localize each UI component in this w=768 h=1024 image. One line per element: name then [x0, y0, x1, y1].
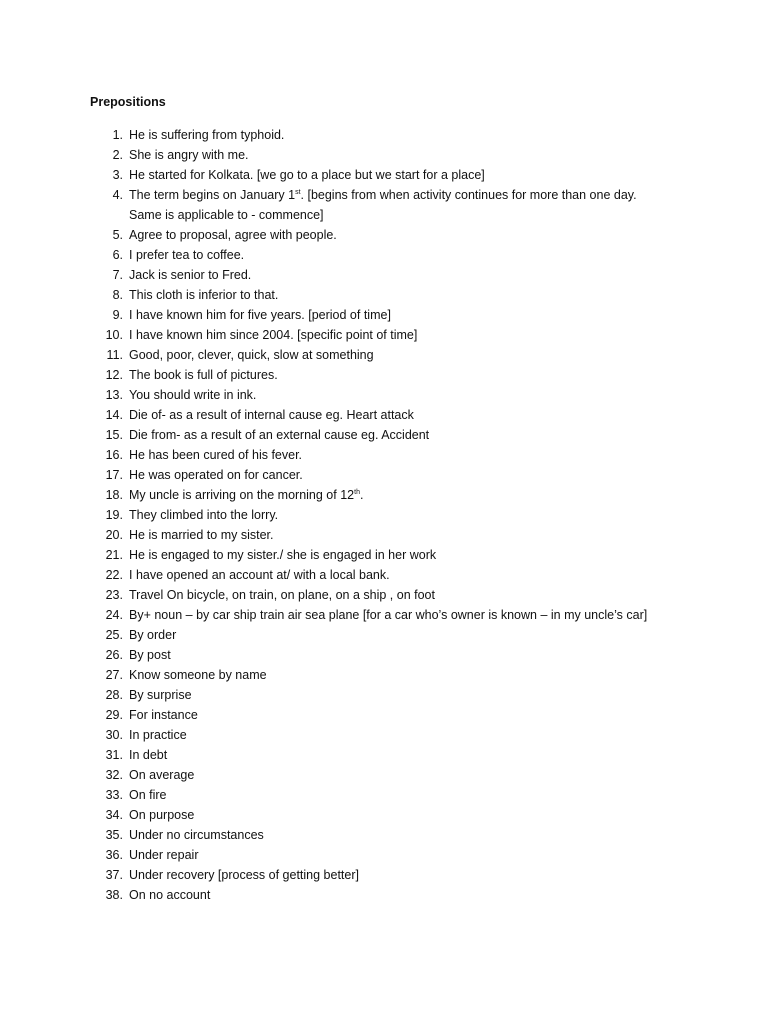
list-item-number: 32. [105, 768, 123, 782]
list-item-text: Good, poor, clever, quick, slow at something [129, 348, 374, 362]
list-item [0, 545, 768, 565]
list-item [0, 485, 768, 505]
list-item [0, 505, 768, 525]
list-item [0, 785, 768, 805]
list-item-number: 23. [105, 588, 123, 602]
list-item-text: In practice [129, 728, 187, 742]
list-item-text: He is engaged to my sister./ she is engaged in her work [129, 548, 437, 562]
list-item [0, 245, 768, 265]
list-item-number: 3. [112, 168, 123, 182]
list-item-number: 13. [105, 388, 123, 402]
list-item-number: 36. [105, 848, 123, 862]
list-item-number: 17. [105, 468, 123, 482]
list-item-number: 31. [105, 748, 123, 762]
superscript-suffix: th [354, 489, 360, 496]
list-item [0, 185, 768, 225]
list-item-text: This cloth is inferior to that. [129, 288, 279, 302]
list-item-text: They climbed into the lorry. [129, 508, 279, 522]
list-item-number: 34. [105, 808, 123, 822]
list-item-text: I have known him for five years. [period of time] [129, 308, 391, 322]
list-item [0, 685, 768, 705]
list-item-text: Travel On bicycle, on train, on plane, on a ship , on foot [129, 588, 435, 602]
list-item-number: 16. [105, 448, 123, 462]
list-item-text: She is angry with me. [129, 148, 249, 162]
list-item-text: In debt [129, 748, 168, 762]
list-item-number: 28. [105, 688, 123, 702]
list-item-number: 14. [105, 408, 123, 422]
list-item-text-part: . [359, 488, 364, 502]
list-item-number: 29. [105, 708, 123, 722]
list-item-text: The book is full of pictures. [129, 368, 278, 382]
list-item-number: 9. [112, 308, 123, 322]
list-item [0, 305, 768, 325]
list-item-text: I have known him since 2004. [specific point of time] [129, 328, 418, 342]
list-item-text: On average [129, 768, 195, 782]
list-item-text: Know someone by name [129, 668, 267, 682]
list-item-number: 7. [112, 268, 123, 282]
list-item [0, 445, 768, 465]
list-item [0, 285, 768, 305]
list-item-text: By surprise [129, 688, 192, 702]
list-item-number: 33. [105, 788, 123, 802]
list-item-number: 19. [105, 508, 123, 522]
list-item [0, 865, 768, 885]
list-item-number: 5. [112, 228, 123, 242]
list-item-number: 27. [105, 668, 123, 682]
list-item-text: Jack is senior to Fred. [129, 268, 252, 282]
page-title: Prepositions [90, 95, 166, 109]
list-item-number: 10. [105, 328, 123, 342]
list-item [0, 625, 768, 645]
list-item [0, 665, 768, 685]
list-item [0, 745, 768, 765]
list-item [0, 125, 768, 145]
list-item [0, 145, 768, 165]
numbered-list [0, 125, 768, 905]
superscript-suffix: st [295, 189, 301, 196]
list-item [0, 405, 768, 425]
list-item-text: You should write in ink. [129, 388, 257, 402]
list-item-number: 26. [105, 648, 123, 662]
list-item [0, 225, 768, 245]
list-item-text-part: . [begins from when activity continues for more than one day. Same is applicable to - commence] [129, 188, 637, 222]
list-item-number: 18. [105, 488, 123, 502]
list-item-number: 20. [105, 528, 123, 542]
list-item [0, 765, 768, 785]
list-item [0, 365, 768, 385]
list-item-text: By post [129, 648, 171, 662]
list-item-text: I have opened an account at/ with a local bank. [129, 568, 390, 582]
list-item-number: 38. [105, 888, 123, 902]
list-item-text: For instance [129, 708, 198, 722]
list-item-text: Under no circumstances [129, 828, 264, 842]
list-item [0, 725, 768, 745]
list-item-number: 37. [105, 868, 123, 882]
list-item [0, 705, 768, 725]
list-item-number: 8. [112, 288, 123, 302]
list-item-text: Under repair [129, 848, 199, 862]
list-item [0, 645, 768, 665]
list-item-text: He has been cured of his fever. [129, 448, 303, 462]
list-item-number: 4. [112, 188, 123, 202]
list-item-text [129, 185, 669, 225]
list-item-number: 35. [105, 828, 123, 842]
list-item-number: 2. [112, 148, 123, 162]
list-item [0, 845, 768, 865]
list-item-number: 1. [112, 128, 123, 142]
list-item-text: Die from- as a result of an external cause eg. Accident [129, 428, 430, 442]
list-item [0, 165, 768, 185]
list-item-text: He is married to my sister. [129, 528, 274, 542]
list-item [0, 885, 768, 905]
list-item [0, 265, 768, 285]
list-item [0, 805, 768, 825]
list-item-number: 21. [105, 548, 123, 562]
list-item-text: By+ noun – by car ship train air sea plane [for a car who’s owner is known – in my uncle’s car] [129, 608, 648, 622]
list-item-text: Agree to proposal, agree with people. [129, 228, 337, 242]
list-item-text: On no account [129, 888, 211, 902]
list-item-number: 11. [106, 348, 123, 362]
list-item-number: 25. [105, 628, 123, 642]
list-item-number: 15. [105, 428, 123, 442]
list-item [0, 425, 768, 445]
list-item-text: He is suffering from typhoid. [129, 128, 285, 142]
list-item [0, 465, 768, 485]
list-item-text: He was operated on for cancer. [129, 468, 303, 482]
list-item-number: 22. [105, 568, 123, 582]
list-item-number: 6. [112, 248, 123, 262]
list-item-text: On fire [129, 788, 167, 802]
list-item [0, 605, 768, 625]
list-item [0, 345, 768, 365]
list-item-text: On purpose [129, 808, 195, 822]
list-item-number: 24. [105, 608, 123, 622]
list-item-text: He started for Kolkata. [we go to a place but we start for a place] [129, 168, 485, 182]
list-item-text: I prefer tea to coffee. [129, 248, 245, 262]
list-item-number: 30. [105, 728, 123, 742]
list-item [0, 585, 768, 605]
list-item [0, 385, 768, 405]
list-item-number: 12. [105, 368, 123, 382]
list-item-text-part: The term begins on January 1 [129, 188, 296, 202]
list-item-text: By order [129, 628, 177, 642]
list-item [0, 525, 768, 545]
list-item [0, 325, 768, 345]
list-item-text [129, 485, 669, 505]
list-item-text: Die of- as a result of internal cause eg. Heart attack [129, 408, 414, 422]
list-item [0, 825, 768, 845]
list-item [0, 565, 768, 585]
list-item-text-part: My uncle is arriving on the morning of 12 [129, 488, 355, 502]
list-item-text: Under recovery [process of getting better] [129, 868, 359, 882]
